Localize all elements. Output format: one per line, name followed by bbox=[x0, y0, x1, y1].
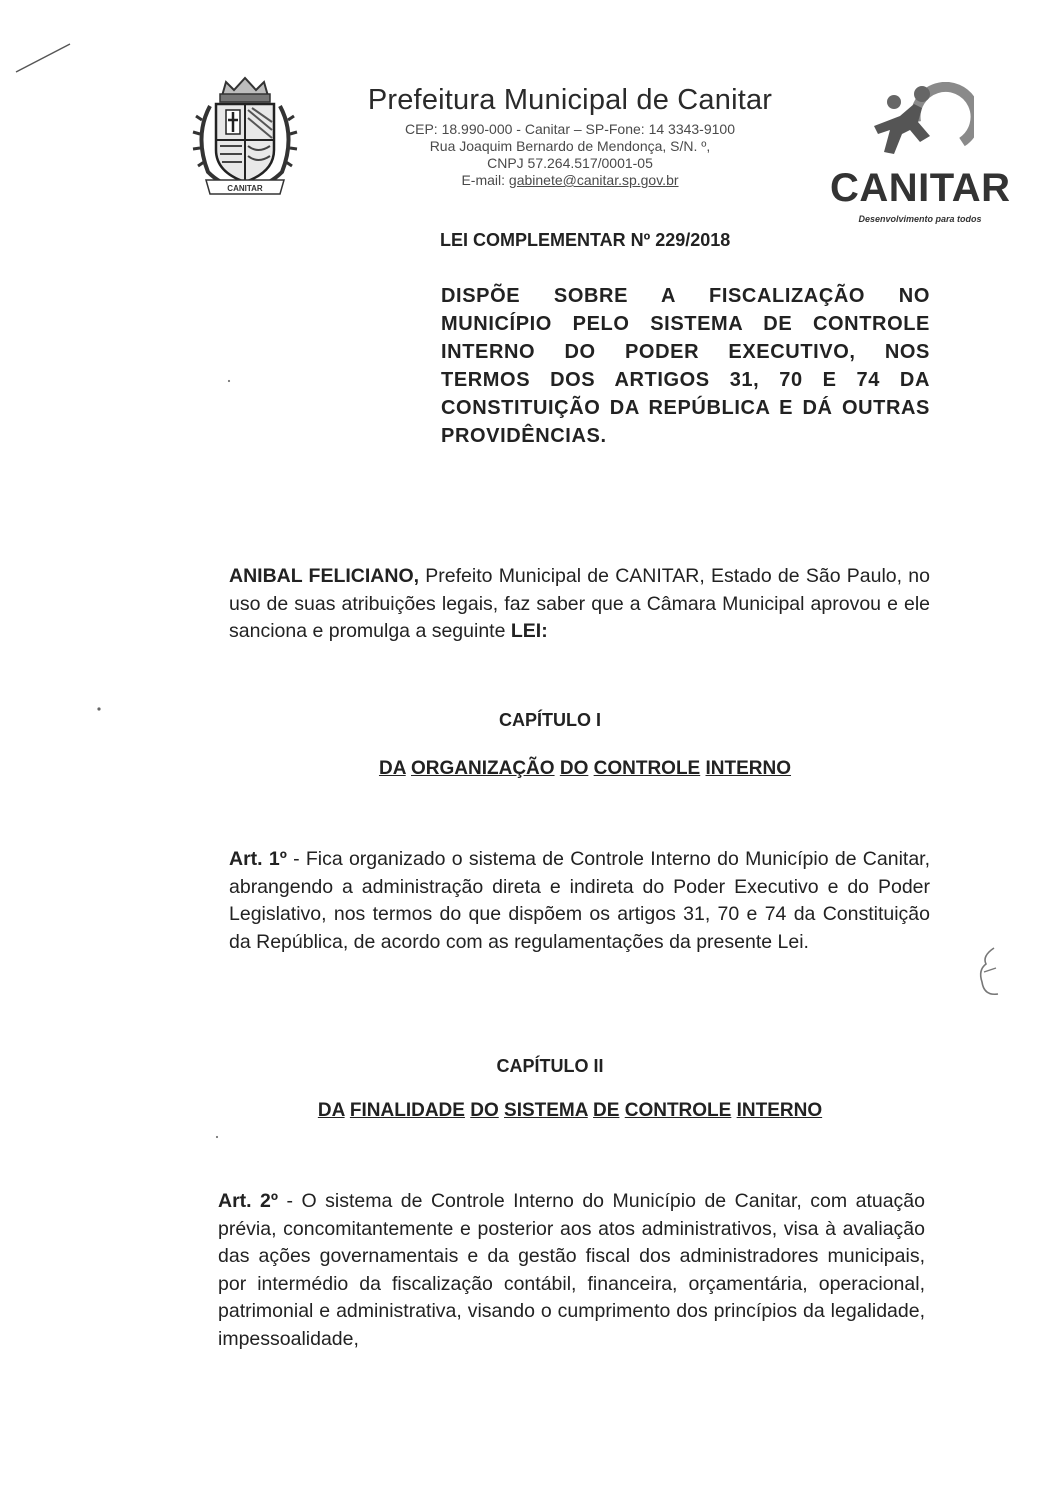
letterhead-cnpj-line: CNPJ 57.264.517/0001-05 bbox=[487, 155, 653, 171]
article-2-text: - O sistema de Controle Interno do Município de Canitar, com atuação prévia, concomitantemente e posterior aos atos administrativos, visa à avaliação das ações governamentais e da gestão fiscal dos administradores municipais, por intermédio da fiscalização contábil, financeira, orçamentária, operacional, patrimonial e administrativa, visando o cumprimento dos princípios da legalidade, impessoalidade, bbox=[218, 1190, 925, 1350]
law-number-heading: LEI COMPLEMENTAR Nº 229/2018 bbox=[440, 230, 731, 250]
brand-wordmark: CANITAR bbox=[830, 166, 1011, 210]
coat-of-arms-icon bbox=[186, 76, 304, 198]
email-link[interactable]: gabinete@canitar.sp.gov.br bbox=[508, 172, 679, 188]
title-word: FINALIDADE bbox=[349, 1100, 465, 1121]
preamble-text: Prefeito Municipal de CANITAR, Estado de São Paulo, no uso de suas atribuições legais, faz saber que a Câmara Municipal aprovou e ele sanciona e promulga a seguinte bbox=[229, 565, 930, 642]
title-word: ORGANIZAÇÃO bbox=[411, 758, 555, 779]
title-word: DO bbox=[470, 1100, 499, 1121]
scan-speck bbox=[226, 378, 232, 384]
title-word: DO bbox=[559, 758, 589, 779]
people-figure-icon bbox=[864, 82, 974, 166]
law-ementa: DISPÕE SOBRE A FISCALIZAÇÃO NO MUNICÍPIO PELO SISTEMA DE CONTROLE INTERNO DO PODER EXECUTIVO, NOS TERMOS DOS ARTIGOS 31, 70 E 74 DA CONSTITUIÇÃO DA REPÚBLICA E DÁ OUTRAS PROVIDÊNCIAS. bbox=[441, 285, 930, 447]
letterhead-title: Prefeitura Municipal de Canitar bbox=[367, 84, 773, 116]
title-word: DA bbox=[317, 1100, 345, 1121]
chapter-1-title bbox=[300, 758, 870, 780]
title-word: DE bbox=[593, 1100, 620, 1121]
chapter-2-label: CAPÍTULO II bbox=[496, 1056, 604, 1076]
title-word: INTERNO bbox=[736, 1100, 823, 1121]
letterhead-address-line: CEP: 18.990-000 - Canitar – SP-Fone: 14 3343-9100 bbox=[405, 121, 735, 137]
article-2-paragraph bbox=[218, 1188, 925, 1353]
title-word: CONTROLE bbox=[593, 758, 701, 779]
preamble-closing: LEI: bbox=[510, 620, 548, 642]
article-1-label: Art. 1º bbox=[229, 848, 287, 870]
scan-speck bbox=[214, 1134, 220, 1140]
article-2-label: Art. 2º bbox=[218, 1190, 279, 1212]
scan-speck bbox=[96, 706, 102, 712]
article-1-text: - Fica organizado o sistema de Controle Interno do Município de Canitar, abrangendo a administração direta e indireta do Poder Executivo e do Poder Legislativo, nos termos do que dispõem os artigos 31, 70 e 74 da Constituição da República, de acordo com as regulamentações da presente Lei. bbox=[229, 848, 931, 953]
pen-stroke-mark bbox=[14, 40, 74, 76]
letterhead bbox=[330, 84, 810, 189]
chapter-2-title bbox=[250, 1100, 890, 1122]
mayor-name: ANIBAL FELICIANO, bbox=[229, 565, 420, 587]
article-1-paragraph bbox=[229, 846, 930, 956]
title-word: CONTROLE bbox=[624, 1100, 732, 1121]
letterhead-email-line bbox=[330, 172, 810, 189]
title-word: INTERNO bbox=[705, 758, 792, 779]
preamble-paragraph bbox=[229, 563, 930, 646]
title-word: SISTEMA bbox=[504, 1100, 588, 1121]
chapter-1-label: CAPÍTULO I bbox=[499, 710, 601, 730]
handwritten-initial-mark bbox=[972, 942, 1006, 1002]
email-label: E-mail: bbox=[461, 172, 509, 188]
brand-tagline: Desenvolvimento para todos bbox=[858, 214, 982, 224]
letterhead-address-line: Rua Joaquim Bernardo de Mendonça, S/N. º, bbox=[429, 138, 711, 154]
canitar-brand-logo bbox=[830, 82, 1011, 224]
svg-text:CANITAR: CANITAR bbox=[227, 184, 263, 193]
title-word: DA bbox=[378, 758, 406, 779]
